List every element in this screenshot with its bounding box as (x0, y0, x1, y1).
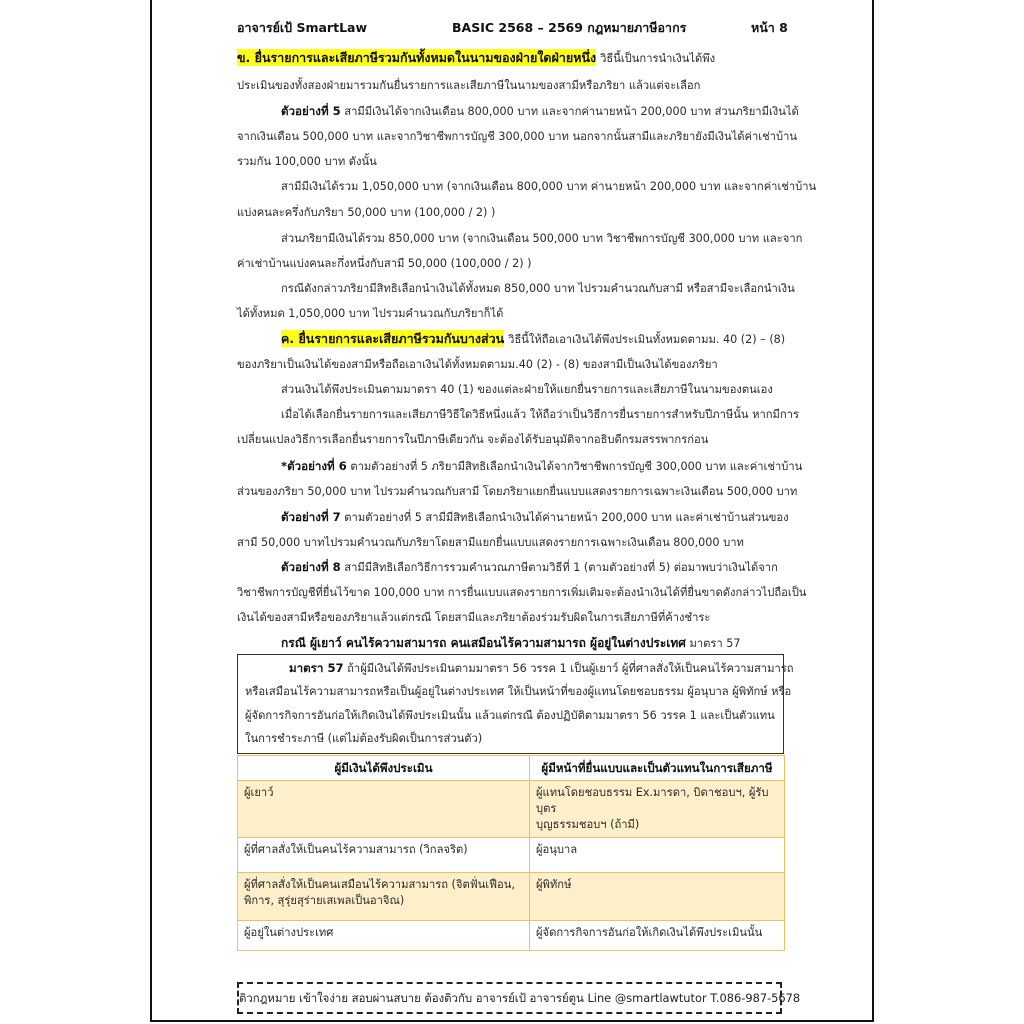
table-header-row (238, 756, 785, 781)
section-c-heading: ค. ยื่นรายการและเสียภาษีรวมกันบางส่วน (281, 331, 505, 346)
example6-line1 (281, 458, 802, 475)
table-cell: ผู้อยู่ในต่างประเทศ (238, 921, 530, 951)
section-c-line5: เปลี่ยนแปลงวิธีการเลือกยื่นรายการในปีภาษีเดียวกัน จะต้องได้รับอนุมัติจากอธิบดีกรมสรรพากรก่อน (237, 433, 709, 446)
section-b-text: ประเมินของทั้งสองฝ่ายมารวมกันยื่นรายการและเสียภาษีในนามของสามีหรือภริยา แล้วแต่จะเลือก (237, 79, 701, 92)
table-cell: ผู้พิทักษ์ (530, 873, 785, 921)
example7-text1: ตามตัวอย่างที่ 5 สามีมีสิทธิเลือกนำเงินได้ค่านายหน้า 200,000 บาท และค่าเช่าบ้านส่วนของ (344, 511, 789, 524)
example5-conclusion-cont: ได้ทั้งหมด 1,050,000 บาท ไปรวมคำนวณกับภริยาก็ได้ (237, 307, 504, 320)
header-author: อาจารย์เป้ SmartLaw (237, 20, 368, 35)
section57-line1 (289, 660, 794, 677)
table-row (238, 838, 785, 873)
example8-text1: สามีมีสิทธิเลือกวิธีการรวมคำนวณภาษีตามวิธีที่ 1 (ตามตัวอย่างที่ 5) ต่อมาพบว่าเงินได้จาก (344, 561, 778, 574)
example8-line3: เงินได้ของสามีหรือของภริยาแล้วแต่กรณี โดยสามีและภริยาต้องร่วมรับผิดในการเสียภาษีที่ค้างชำระ (237, 611, 711, 624)
table-row (238, 781, 785, 838)
table-header-income-earner: ผู้มีเงินได้พึงประเมิน (238, 756, 530, 781)
section-b-heading-line (237, 47, 715, 70)
example8-label: ตัวอย่างที่ 8 (281, 560, 341, 574)
example5-husband-total-cont: แบ่งคนละครึ่งกับภริยา 50,000 บาท (100,000 / 2) ) (237, 206, 496, 219)
example8-line1 (281, 559, 778, 576)
example5-line1 (281, 103, 799, 120)
table-cell: ผู้อนุบาล (530, 838, 785, 873)
section57-text1: ถ้าผู้มีเงินได้พึงประเมินตามมาตรา 56 วรรค 1 เป็นผู้เยาว์ ผู้ที่ศาลสั่งให้เป็นคนไร้ความสามารถ (347, 662, 794, 675)
example7-line2: สามี 50,000 บาทไปรวมคำนวณกับภริยาโดยสามีแยกยื่นแบบแสดงรายการเฉพาะเงินเดือน 800,000 บาท (237, 536, 744, 549)
table-row (238, 921, 785, 951)
example6-text1: ตามตัวอย่างที่ 5 ภริยามีสิทธิเลือกนำเงินได้จากวิชาชีพการบัญชี 300,000 บาท และค่าเช่าบ้าน (350, 460, 803, 473)
header-page-number: หน้า 8 (751, 20, 788, 35)
representative-table (237, 755, 785, 951)
example8-line2: วิชาชีพการบัญชีที่ยื่นไว้ขาด 100,000 บาท การยื่นแบบแสดงรายการเพิ่มเติมจะต้องนำเงินได้ที่ยื่นขาดดังกล่าวไปถือเป็น (237, 586, 807, 599)
section57-line3: ผู้จัดการกิจการอันก่อให้เกิดเงินได้พึงประเมินนั้น แล้วแต่กรณี ต้องปฏิบัติตามมาตรา 56 วรรค 1 และเป็นตัวแทน (245, 709, 775, 722)
table-row (238, 873, 785, 921)
section-c-heading-tail: วิธีนี้ให้ถือเอาเงินได้พึงประเมินทั้งหมดตามม. 40 (2) – (8) (508, 333, 786, 346)
section57-line4: ในการชำระภาษี (แต่ไม่ต้องรับผิดเป็นการส่วนตัว) (245, 732, 483, 745)
table-cell: ผู้เยาว์ (238, 781, 530, 838)
section57-label: มาตรา 57 (289, 661, 344, 675)
section57-line2: หรือเสมือนไร้ความสามารถหรือเป็นผู้อยู่ในต่างประเทศ ให้เป็นหน้าที่ของผู้แทนโดยชอบธรรม ผู้อนุบาล ผู้พิทักษ์ หรือ (245, 685, 792, 698)
example5-husband-total: สามีมีเงินได้รวม 1,050,000 บาท (จากเงินเดือน 800,000 บาท ค่านายหน้า 200,000 บาท และจากค่าเช่าบ้าน (281, 180, 817, 193)
section-c-line2: ของภริยาเป็นเงินได้ของสามีหรือถือเอาเงินได้ทั้งหมดตามม.40 (2) - (8) ของสามีเป็นเงินได้ของภริยา (237, 358, 718, 371)
example5-conclusion: กรณีดังกล่าวภริยามีสิทธิเลือกนำเงินได้ทั้งหมด 850,000 บาท ไปรวมคำนวณกับสามี หรือสามีจะเลือกนำเงิน (281, 282, 795, 295)
example7-label: ตัวอย่างที่ 7 (281, 510, 341, 524)
example6-line2: ส่วนของภริยา 50,000 บาท ไปรวมคำนวณกับสามี โดยภริยาแยกยื่นแบบแสดงรายการเฉพาะเงินเดือน 500,000 บาท (237, 485, 798, 498)
case-heading-section: มาตรา 57 (689, 637, 741, 650)
table-header-representative: ผู้มีหน้าที่ยื่นแบบและเป็นตัวแทนในการเสียภาษี (530, 756, 785, 781)
table-cell: ผู้ที่ศาลสั่งให้เป็นคนเสมือนไร้ความสามารถ (จิตฟั่นเฟือน, พิการ, สุรุ่ยสุร่ายเสเพลเป็นอาจิณ) (238, 873, 530, 921)
example5-wife-total: ส่วนภริยามีเงินได้รวม 850,000 บาท (จากเงินเดือน 500,000 บาท วิชาชีพการบัญชี 300,000 บาท และจาก (281, 232, 803, 245)
example5-text1: สามีมีเงินได้จากเงินเดือน 800,000 บาท และจากค่านายหน้า 200,000 บาท ส่วนภริยามีเงินได้ (344, 105, 799, 118)
example5-label: ตัวอย่างที่ 5 (281, 104, 341, 118)
case-heading-line (281, 635, 740, 652)
footer-advertisement: ติวกฎหมาย เข้าใจง่าย สอบผ่านสบาย ต้องติวกับ อาจารย์เป้ อาจารย์ตูน Line @smartlawtutor T.086-987-5678 (237, 982, 782, 1014)
table-cell: ผู้แทนโดยชอบธรรม Ex.มารดา, บิดาชอบฯ, ผู้รับบุตร บุญธรรมชอบฯ (ถ้ามี) (530, 781, 785, 838)
section-b-heading-tail: วิธีนี้เป็นการนำเงินได้พึง (600, 52, 716, 65)
section-c-line4: เมื่อได้เลือกยื่นรายการและเสียภาษีวิธีใดวิธีหนึ่งแล้ว ให้ถือว่าเป็นวิธีการยื่นรายการสำหรับปีภาษีนั้น หากมีการ (281, 408, 799, 421)
section-c-line3: ส่วนเงินได้พึงประเมินตามมาตรา 40 (1) ของแต่ละฝ่ายให้แยกยื่นรายการและเสียภาษีในนามของตนเอง (281, 383, 773, 396)
table-cell: ผู้จัดการกิจการอันก่อให้เกิดเงินได้พึงประเมินนั้น (530, 921, 785, 951)
example7-line1 (281, 509, 789, 526)
example5-line2: จากเงินเดือน 500,000 บาท และจากวิชาชีพการบัญชี 300,000 บาท นอกจากนั้นสามีและภริยายังมีเงินได้ค่าเช่าบ้าน (237, 130, 798, 143)
example5-wife-total-cont: ค่าเช่าบ้านแบ่งคนละกึ่งหนึ่งกับสามี 50,000 (100,000 / 2) ) (237, 257, 532, 270)
header-course-title: BASIC 2568 – 2569 กฎหมายภาษีอากร (452, 20, 687, 35)
table-cell: ผู้ที่ศาลสั่งให้เป็นคนไร้ความสามารถ (วิกลจริต) (238, 838, 530, 873)
example6-label: *ตัวอย่างที่ 6 (281, 459, 347, 473)
section-c-heading-line (281, 328, 785, 351)
section-b-heading: ข. ยื่นรายการและเสียภาษีรวมกันทั้งหมดในนามของฝ่ายใดฝ่ายหนึ่ง (237, 50, 597, 65)
case-heading: กรณี ผู้เยาว์ คนไร้ความสามารถ คนเสมือนไร้ความสามารถ ผู้อยู่ในต่างประเทศ (281, 636, 686, 650)
example5-line3: รวมกัน 100,000 บาท ดังนั้น (237, 155, 377, 168)
